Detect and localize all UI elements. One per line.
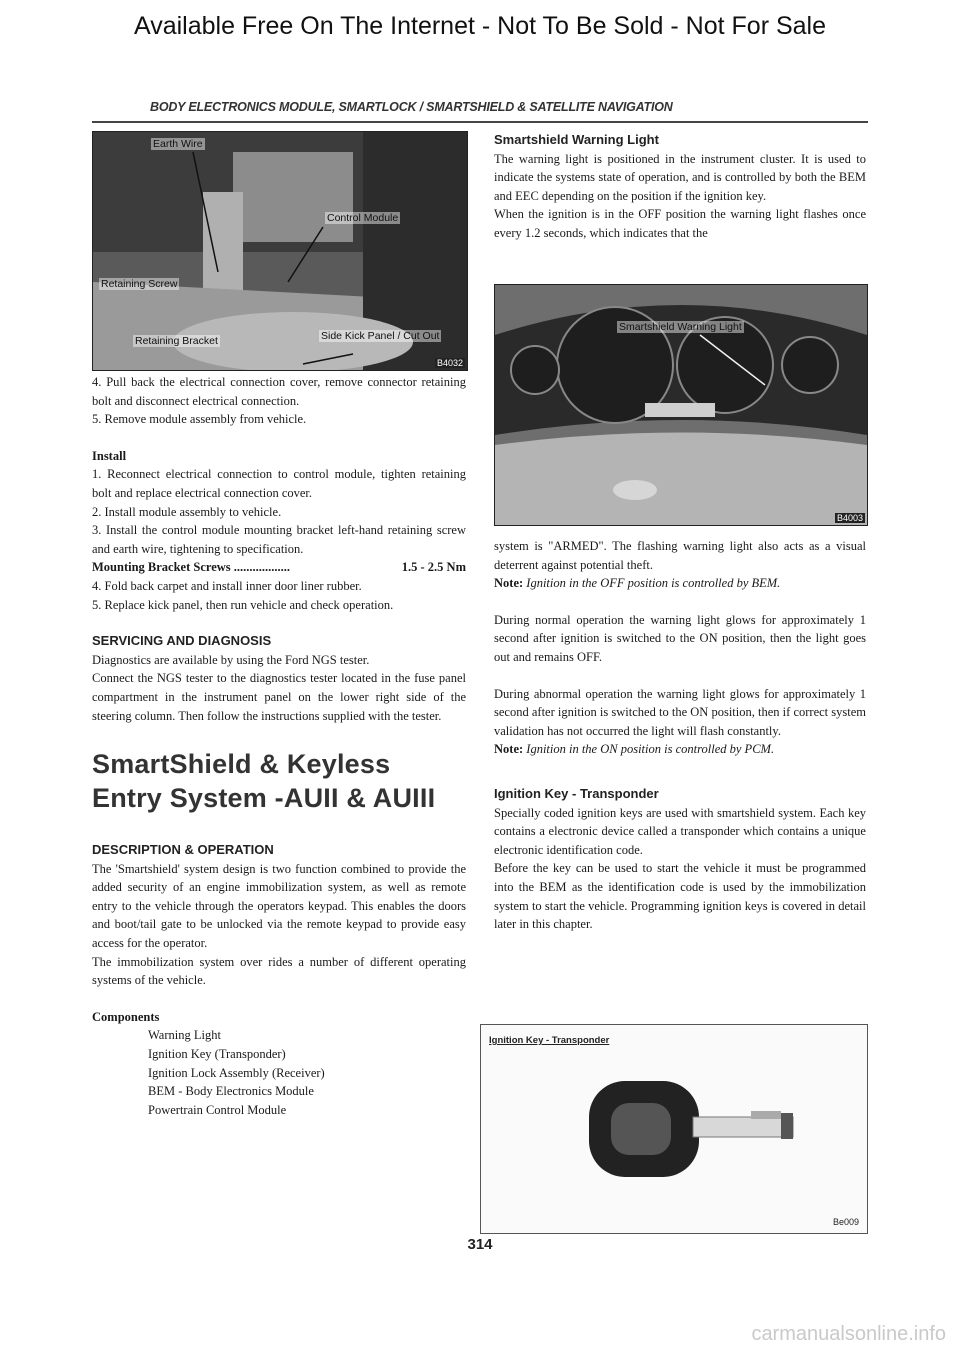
note-text: Ignition in the OFF position is controlled by BEM. [526,576,781,591]
warning-light-heading: Smartshield Warning Light [494,132,659,147]
figure-title: Ignition Key - Transponder [489,1035,610,1046]
photo-id: B4032 [436,358,463,368]
servicing-heading: SERVICING AND DIAGNOSIS [92,633,272,649]
note-1 [494,574,866,593]
key-text-2: Before the key can be used to start the vehicle it must be programmed into the BEM as the identification code is used by the immobilization system to start the vehicle. Programming ignition keys is covered in detail later in this chapter. [494,861,866,932]
components-list [92,1026,466,1119]
control-module-photo [92,131,468,371]
note-label: Note: [494,576,524,591]
label-retaining-screw: Retaining Screw [101,278,178,290]
running-head: BODY ELECTRONICS MODULE, SMARTLOCK / SMARTSHIELD & SATELLITE NAVIGATION [150,100,673,114]
install-step-3: 3. Install the control module mounting bracket left-hand retaining screw and earth wire, tightening to specification. [92,523,466,556]
banner-text: Available Free On The Internet - Not To Be Sold - Not For Sale [133,12,827,40]
note-2 [494,740,866,759]
install-step-5: 5. Replace kick panel, then run vehicle and check operation. [92,597,394,612]
figure-id: Be009 [832,1217,859,1227]
ignition-key-figure [480,1024,868,1234]
torque-value: 1.5 - 2.5 Nm [401,560,466,575]
torque-spec [92,558,466,577]
note-text: Ignition in the ON position is controlled by PCM. [526,742,775,757]
watermark: carmanualsonline.info [751,1323,946,1345]
label-side-kick-panel: Side Kick Panel / Cut Out [321,330,440,342]
page-number: 314 [467,1236,493,1253]
section-heading-line-2: Entry System -AUII & AUIII [92,783,436,814]
install-step-4: 4. Fold back carpet and install inner door liner rubber. [92,578,362,593]
label-retaining-bracket: Retaining Bracket [135,335,218,347]
step-4: 4. Pull back the electrical connection cover, remove connector retaining bolt and disconnect electrical connection. [92,375,466,408]
servicing-text-2: Connect the NGS tester to the diagnostics tester located in the fuse panel compartment in the instrument panel on the lower right side of the steering column. Then follow the instructions supplied with the tester. [92,671,466,723]
armed-text: system is "ARMED". The flashing warning light also acts as a visual deterrent against potential theft. [494,539,866,572]
description-heading: DESCRIPTION & OPERATION [92,842,274,858]
component-item: Ignition Lock Assembly (Receiver) [148,1065,325,1080]
right-column-top [494,131,866,243]
component-item: Warning Light [148,1028,221,1043]
step-5: 5. Remove module assembly from vehicle. [92,412,307,427]
install-step-2: 2. Install module assembly to vehicle. [92,504,282,519]
key-icon [481,1025,867,1233]
ignition-key-heading: Ignition Key - Transponder [494,785,659,801]
abnormal-operation-text: During abnormal operation the warning light glows for approximately 1 second after ignition is switched to the ON position, then if correct system validation has not occurred the light will flash constantly. [494,686,866,738]
photo-id: B4003 [836,513,863,523]
left-column [92,373,466,1119]
warning-text-1: The warning light is positioned in the instrument cluster. It is used to indicate the systems state of operation, and is controlled by both the BEM and EEC depending on the position if the ignition key. [494,151,866,203]
header-rule [92,121,868,123]
component-item: Powertrain Control Module [148,1102,287,1117]
instrument-cluster-photo [494,284,868,526]
install-step-1: 1. Reconnect electrical connection to control module, tighten retaining bolt and replace electrical connection cover. [92,467,466,500]
install-heading: Install [92,448,127,463]
note-label: Note: [494,742,524,757]
components-heading: Components [92,1009,160,1024]
component-item: BEM - Body Electronics Module [148,1084,314,1099]
right-column-bottom [494,537,866,934]
component-item: Ignition Key (Transponder) [148,1047,286,1062]
servicing-text-1: Diagnostics are available by using the Ford NGS tester. [92,652,370,667]
warning-text-2: When the ignition is in the OFF position the warning light flashes once every 1.2 seconds, which indicates that the [494,207,866,240]
label-warning-light: Smartshield Warning Light [619,321,742,333]
torque-label: Mounting Bracket Screws .................. [92,560,291,575]
label-control-module: Control Module [327,212,399,224]
label-earth-wire: Earth Wire [153,138,203,150]
description-text-1: The 'Smartshield' system design is two function combined to provide the added security of an engine immobilization system, as well as remote entry to the vehicle through the operators keypad. This enables the doors and boot/tail gate to be unlocked via the remote keypad to provide easy access for the operator. [92,861,466,951]
description-text-2: The immobilization system over rides a number of different operating systems of the vehicle. [92,954,466,988]
section-heading-line-1: SmartShield & Keyless [92,749,391,780]
normal-operation-text: During normal operation the warning light glows for approximately 1 second after ignition is switched to the ON position, then the light goes out and remains OFF. [494,612,866,664]
key-text-1: Specially coded ignition keys are used with smartshield system. Each key contains a electronic device called a transponder which contains a unique electronic identification code. [494,805,866,857]
